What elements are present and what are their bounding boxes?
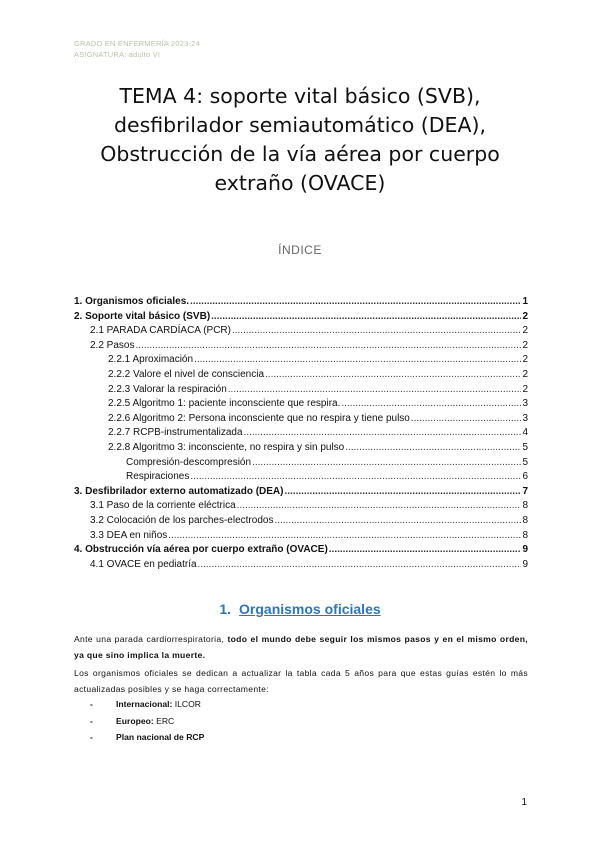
toc-entry-label: 2.2 Pasos — [90, 339, 135, 351]
document-title — [60, 82, 540, 198]
toc-leader-dots — [190, 470, 521, 485]
toc-entry-page: 3 — [522, 412, 528, 424]
list-bullet: - — [90, 699, 93, 709]
toc-entry[interactable] — [74, 514, 528, 529]
toc-leader-dots — [252, 456, 521, 471]
toc-entry-label: 2.2.6 Algoritmo 2: Persona inconsciente que no respira y tiene pulso — [108, 412, 410, 424]
toc-entry-page: 5 — [522, 456, 528, 468]
title-line-1: TEMA 4: soporte vital básico (SVB), — [119, 84, 481, 108]
toc-leader-dots — [228, 383, 522, 398]
paragraph-intro — [74, 631, 528, 663]
list-item-label: Europeo: — [116, 715, 154, 726]
toc-entry-page: 2 — [522, 354, 528, 366]
toc-entry-page: 9 — [522, 558, 528, 570]
toc-entry-label: 3.3 DEA en niños — [90, 529, 168, 541]
toc-leader-dots — [244, 426, 522, 441]
toc-entry-page: 1 — [522, 296, 528, 307]
toc-entry-label: 2.2.1 Aproximación — [108, 354, 194, 366]
toc-entry-page: 2 — [522, 310, 528, 322]
toc-entry-label: 3. Desfibrilador externo automatizado (DEA) — [74, 485, 284, 497]
toc-entry-page: 6 — [522, 471, 528, 483]
toc-entry[interactable] — [74, 324, 528, 339]
toc-entry[interactable] — [74, 470, 528, 485]
toc-entry-page: 5 — [522, 441, 528, 453]
list-item-label: Plan nacional de RCP — [116, 732, 205, 742]
toc-leader-dots — [265, 368, 521, 383]
toc-entry[interactable] — [74, 441, 528, 456]
toc-entry-page: 2 — [522, 368, 528, 380]
toc-entry[interactable] — [74, 295, 528, 310]
toc-leader-dots — [237, 499, 522, 514]
toc-entry-label: 1. Organismos oficiales. — [74, 296, 190, 307]
toc-entry[interactable] — [74, 543, 528, 558]
toc-leader-dots — [190, 295, 521, 310]
document-header — [74, 38, 200, 60]
toc-entry-page: 3 — [522, 398, 528, 410]
list-bullet: - — [90, 732, 93, 742]
paragraph-intro-bold: todo el mundo debe seguir los mismos pasos y en el mismo orden, ya que sino implica la muerte. — [74, 634, 528, 660]
section-title: Organismos oficiales — [239, 601, 381, 617]
toc-leader-dots — [274, 514, 521, 529]
toc-entry[interactable] — [74, 485, 528, 500]
list-item-content — [116, 713, 174, 730]
toc-leader-dots — [341, 397, 521, 412]
toc-entry[interactable] — [74, 456, 528, 471]
toc-entry-page: 2 — [522, 325, 528, 337]
toc-leader-dots — [329, 543, 522, 558]
toc-entry-label: 3.2 Colocación de los parches-electrodos — [90, 514, 274, 526]
toc-entry-page: 7 — [522, 485, 528, 497]
toc-entry[interactable] — [74, 397, 528, 412]
toc-entry[interactable] — [74, 558, 528, 573]
toc-entry-label: 2.2.5 Algoritmo 1: paciente inconsciente que respira. — [108, 398, 341, 410]
section-number: 1. — [219, 601, 232, 617]
toc-entry-page: 9 — [522, 544, 528, 556]
toc-leader-dots — [198, 558, 522, 573]
toc-entry[interactable] — [74, 353, 528, 368]
paragraph-organisms: Los organismos oficiales se dedican a actualizar la tabla cada 5 años para que estas guías estén lo más actualizadas posibles y se haga correctamente: — [74, 668, 528, 694]
toc-entry-page: 8 — [522, 514, 528, 526]
toc-leader-dots — [211, 310, 521, 325]
toc-entry[interactable] — [74, 310, 528, 325]
toc-entry-label: 2.1 PARADA CARDÍACA (PCR) — [90, 325, 231, 337]
toc-entry-page: 8 — [522, 500, 528, 512]
index-heading: ÍNDICE — [278, 243, 322, 257]
toc-entry[interactable] — [74, 426, 528, 441]
toc-entry[interactable] — [74, 339, 528, 354]
header-course: GRADO EN ENFERMERÍA 2023-24 — [74, 39, 200, 48]
toc-leader-dots — [232, 324, 521, 339]
list-item — [90, 729, 204, 746]
toc-leader-dots — [194, 353, 521, 368]
toc-entry[interactable] — [74, 383, 528, 398]
list-bullet: - — [90, 715, 93, 726]
list-item — [90, 696, 204, 713]
list-item-value: ILCOR — [172, 699, 202, 709]
paragraph-intro-text: Ante una parada cardiorrespiratoria, — [74, 634, 228, 644]
list-item-content — [116, 729, 204, 746]
toc-entry-label: 4. Obstrucción vía aérea por cuerpo extraño (OVACE) — [74, 544, 328, 556]
table-of-contents — [74, 295, 528, 572]
toc-leader-dots — [284, 485, 521, 500]
toc-entry-label: 3.1 Paso de la corriente eléctrica — [90, 500, 236, 512]
title-line-3: Obstrucción de la vía aérea por cuerpo — [100, 142, 500, 166]
toc-entry-label: 2. Soporte vital básico (SVB) — [74, 310, 211, 322]
toc-entry-label: Respiraciones — [126, 471, 190, 483]
toc-entry-page: 2 — [522, 339, 528, 351]
toc-entry-label: Compresión-descompresión — [126, 456, 252, 468]
toc-entry-label: 2.2.7 RCPB-instrumentalizada — [108, 427, 243, 439]
toc-entry-page: 2 — [522, 383, 528, 395]
toc-entry-label: 4.1 OVACE en pediatría — [90, 558, 197, 570]
toc-entry[interactable] — [74, 529, 528, 544]
toc-entry-page: 4 — [522, 427, 528, 439]
toc-entry-label: 2.2.2 Valore el nivel de consciencia — [108, 368, 265, 380]
toc-entry-label: 2.2.3 Valorar la respiración — [108, 383, 227, 395]
toc-entry[interactable] — [74, 412, 528, 427]
toc-entry-label: 2.2.8 Algoritmo 3: inconsciente, no respira y sin pulso — [108, 441, 345, 453]
toc-leader-dots — [168, 529, 521, 544]
toc-leader-dots — [345, 441, 521, 456]
title-line-2: desfibrilador semiautomático (DEA), — [113, 113, 487, 137]
toc-entry[interactable] — [74, 499, 528, 514]
title-line-4: extraño (OVACE) — [214, 171, 386, 195]
header-subject: ASIGNATURA: adulto VI — [74, 50, 161, 59]
toc-entry[interactable] — [74, 368, 528, 383]
list-item-label: Internacional: — [116, 699, 173, 709]
page-number: 1 — [521, 797, 527, 808]
list-item-content — [116, 696, 201, 713]
list-item — [90, 713, 204, 730]
list-item-value: ERC — [153, 715, 175, 726]
toc-entry-page: 8 — [522, 529, 528, 541]
toc-leader-dots — [411, 412, 522, 427]
organisms-list — [90, 696, 204, 746]
section-heading — [0, 601, 600, 617]
toc-leader-dots — [135, 339, 521, 354]
